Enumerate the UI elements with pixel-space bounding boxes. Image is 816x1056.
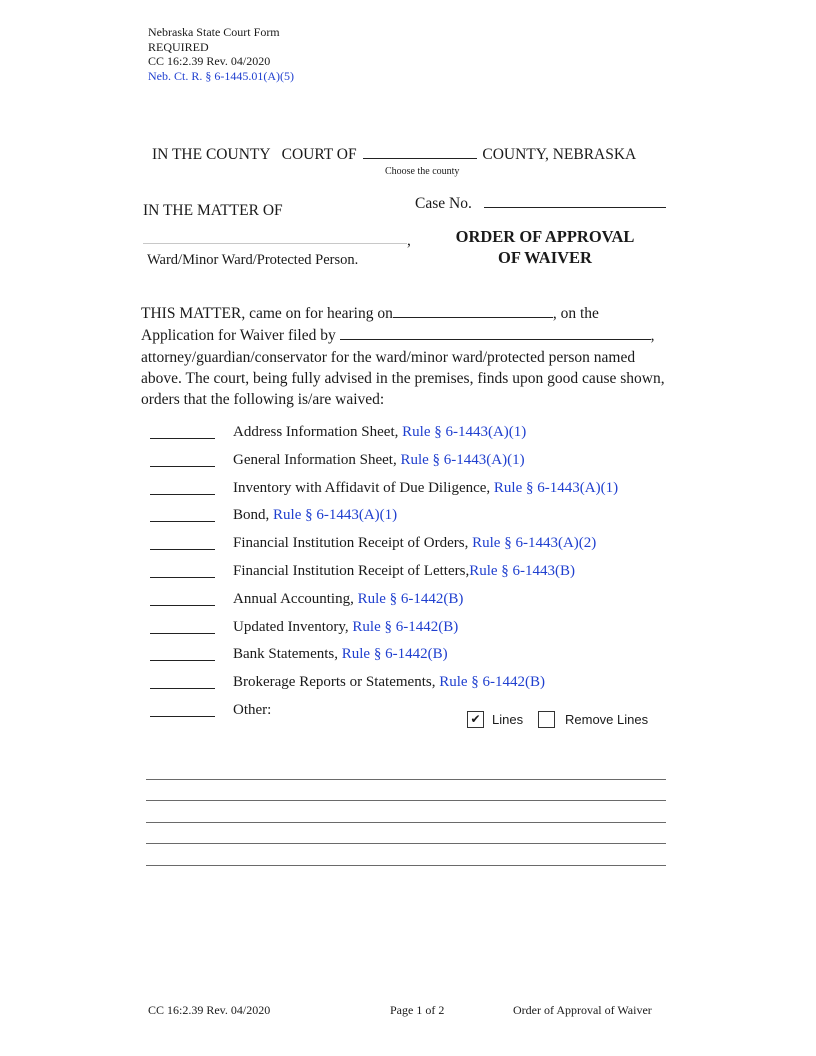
waiver-item-text (233, 563, 575, 580)
waiver-item-label: Bond, (233, 507, 274, 524)
waiver-initial-field[interactable] (150, 605, 215, 606)
waiver-rule-link[interactable]: Rule § 6-1442(B) (357, 590, 464, 607)
court-of-label: COURT OF (281, 146, 357, 163)
waiver-rule-link[interactable]: Rule § 6-1442(B) (352, 618, 459, 635)
waiver-item-text (233, 591, 463, 608)
waiver-item-text (233, 702, 271, 719)
waiver-item-label: Updated Inventory, (233, 618, 353, 635)
footer-title: Order of Approval of Waiver (513, 1003, 652, 1017)
hearing-text-end: , on the (552, 305, 599, 322)
waiver-initial-field[interactable] (150, 521, 215, 522)
court-line (152, 144, 636, 164)
waiver-initial-field[interactable] (150, 716, 215, 717)
waiver-item-label: General Information Sheet, (233, 451, 401, 468)
waiver-rule-link[interactable]: Rule § 6-1443(A)(1) (273, 507, 398, 524)
footer-page: Page 1 of 2 (390, 1003, 445, 1017)
other-line-4[interactable] (146, 843, 666, 844)
ward-comma: , (407, 232, 411, 249)
filed-by-comma: , (650, 327, 655, 345)
county-hint: Choose the county (385, 166, 460, 177)
filed-by-text: Application for Waiver filed by (141, 327, 336, 345)
waiver-item-label: Bank Statements, (233, 646, 342, 663)
waiver-initial-field[interactable] (150, 438, 215, 439)
title-line-1: ORDER OF APPROVAL (455, 227, 635, 246)
lines-label: Lines (492, 712, 524, 727)
waiver-initial-field[interactable] (150, 549, 215, 550)
waiver-initial-field[interactable] (150, 466, 215, 467)
court-suffix: COUNTY, NEBRASKA (482, 146, 637, 163)
waiver-initial-field[interactable] (150, 688, 215, 689)
case-number-field[interactable] (484, 207, 666, 208)
county-field[interactable] (363, 144, 477, 159)
form-required: REQUIRED (148, 39, 209, 54)
waiver-item-label: Brokerage Reports or Statements, (233, 674, 440, 691)
body-paragraph (141, 302, 671, 410)
lines-checkbox[interactable] (467, 711, 484, 728)
waiver-rule-link[interactable]: Rule § 6-1442(B) (341, 646, 448, 663)
ward-name-field[interactable] (143, 243, 407, 244)
waiver-item-text (233, 452, 525, 469)
footer-form-id: CC 16:2.39 Rev. 04/2020 (148, 1003, 271, 1017)
waiver-item-label: Other: (233, 702, 272, 718)
other-line-5[interactable] (146, 865, 666, 866)
other-line-3[interactable] (146, 822, 666, 823)
waiver-item-label: Annual Accounting, (233, 590, 358, 607)
form-header (148, 25, 294, 83)
waiver-rule-link[interactable]: Rule § 6-1443(A)(2) (472, 535, 597, 552)
waiver-rule-link[interactable]: Rule § 6-1443(A)(1) (493, 479, 619, 496)
document-title (447, 227, 643, 268)
court-type-select[interactable]: COUNTY (205, 146, 270, 163)
title-line-2: OF WAIVER (498, 247, 592, 267)
waiver-item-text (233, 674, 545, 691)
waiver-initial-field[interactable] (150, 660, 215, 661)
waiver-item-text (233, 619, 458, 636)
waiver-item-label: Financial Institution Receipt of Orders, (233, 535, 473, 552)
waiver-item-text (233, 424, 526, 441)
court-prefix: IN THE (152, 146, 203, 163)
waiver-rule-link[interactable]: Rule § 6-1443(A)(1) (402, 424, 527, 440)
waiver-initial-field[interactable] (150, 633, 215, 634)
waiver-item-label: Financial Institution Receipt of Letters, (233, 563, 470, 579)
waiver-item-text (233, 480, 618, 497)
waiver-rule-link[interactable]: Rule § 6-1443(A)(1) (400, 451, 525, 468)
form-number: CC 16:2.39 Rev. 04/2020 (148, 54, 271, 68)
waiver-item-text (233, 507, 397, 524)
findings-text: attorney/guardian/conservator for the ward/minor ward/protected person named above. The court, being fully advised in the premises, finds upon good cause shown, orders that the following is/are waived: (141, 348, 665, 409)
other-line-1[interactable] (146, 779, 666, 780)
waiver-item-label: Inventory with Affidavit of Due Diligence, (233, 479, 494, 496)
matter-label: IN THE MATTER OF (143, 202, 283, 219)
waiver-initial-field[interactable] (150, 494, 215, 495)
hearing-date-field[interactable] (393, 302, 553, 318)
waiver-item-label: Address Information Sheet, (233, 424, 403, 440)
remove-lines-checkbox[interactable] (538, 711, 555, 728)
filed-by-field[interactable] (340, 324, 651, 340)
waiver-item-text (233, 535, 596, 552)
ward-label: Ward/Minor Ward/Protected Person. (147, 252, 359, 268)
waiver-item-text (233, 646, 448, 663)
hearing-text: THIS MATTER, came on for hearing on (141, 305, 393, 322)
form-agency: Nebraska State Court Form (148, 25, 280, 39)
waiver-initial-field[interactable] (150, 577, 215, 578)
remove-lines-label: Remove Lines (565, 712, 649, 727)
waiver-rule-link[interactable]: Rule § 6-1442(B) (439, 674, 546, 691)
check-icon: ✔ (470, 712, 481, 726)
waiver-rule-link[interactable]: Rule § 6-1443(B) (469, 563, 576, 579)
other-line-2[interactable] (146, 800, 666, 801)
form-rule-link[interactable]: Neb. Ct. R. § 6-1445.01(A)(5) (148, 68, 294, 83)
case-number-label: Case No. (415, 195, 472, 212)
